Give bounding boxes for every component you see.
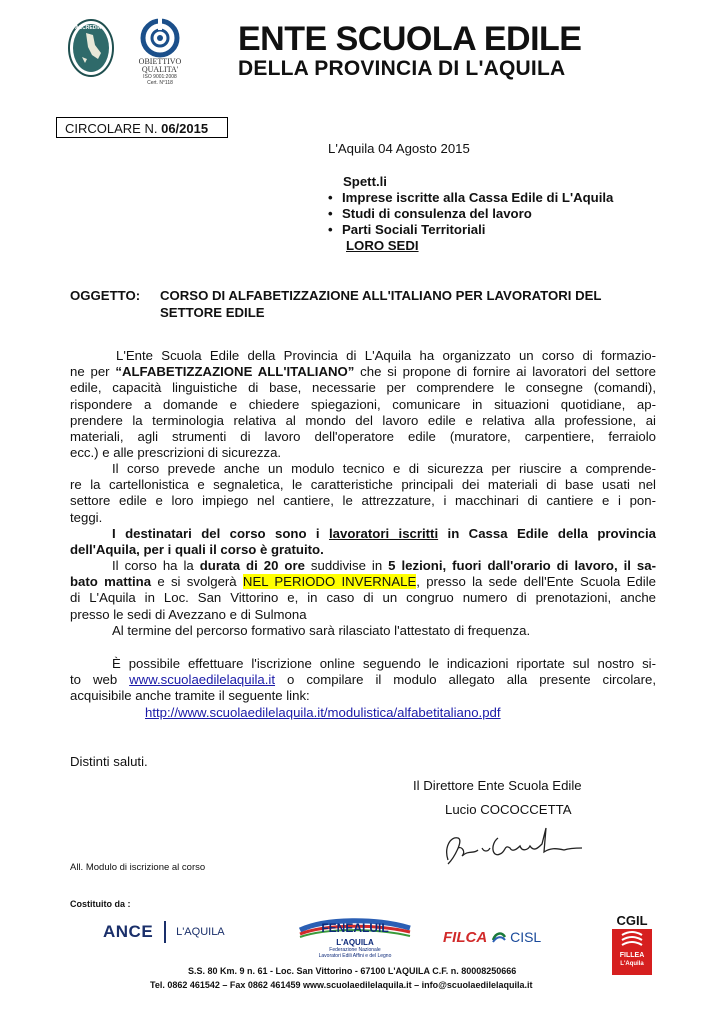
- text-line: materiali, agli strumenti di lavoro dell'operatore edile (muratore, carpentiere, ferraiolo: [70, 429, 656, 445]
- body-paragraph-1: [70, 348, 656, 461]
- costituito-label: Costituito da :: [70, 899, 131, 909]
- text-line: re la cartellonistica e segnaletica, le caratteristiche principali dei materiali di base usati nel: [70, 477, 656, 493]
- qualita-line2: QUALITA': [141, 65, 179, 74]
- text-line: to web www.scuolaedilelaquila.it o compilare il modulo allegato alla presente circolare,: [70, 672, 656, 688]
- bullet-icon: •: [328, 206, 333, 221]
- text-line: prendere la terminologia relativa al mondo del lavoro edile e relativa alla professione, ai: [70, 412, 656, 428]
- text-line: bato mattina e si svolgerà NEL PERIODO INVERNALE, presso la sede dell'Ente Scuola Edile: [70, 574, 656, 590]
- body-paragraph-2: [70, 461, 656, 526]
- greeting: Distinti saluti.: [70, 754, 148, 769]
- highlight: NEL PERIODO INVERNALE: [242, 574, 417, 590]
- qualita-line1: OBIETTIVO: [138, 57, 182, 66]
- text-line: Il corso ha la durata di 20 ore suddivise in 5 lezioni, fuori dall'orario di lavoro, il sa-: [112, 558, 656, 573]
- signer-name: Lucio COCOCCETTA: [445, 802, 572, 817]
- recipients-heading: Spett.li: [343, 174, 387, 189]
- signature: [440, 818, 590, 870]
- footer-address: S.S. 80 Km. 9 n. 61 - Loc. San Vittorino - 67100 L'AQUILA C.F. n. 80008250666: [188, 966, 517, 976]
- cgil-fillea-logo: CGIL FILLEA L'Aquila: [612, 914, 652, 976]
- text-line: di L'Aquila in Loc. San Vittorino e, in caso di un congruo numero di prenotazioni, anche: [70, 590, 656, 606]
- oggetto-label: OGGETTO:: [70, 288, 141, 303]
- text-line: ne per “ALFABETIZZAZIONE ALL'ITALIANO” che si propone di fornire ai lavoratori del settore: [70, 364, 656, 380]
- oggetto-line2: SETTORE EDILE: [160, 305, 265, 320]
- text-line: edile, capacità linguistiche di base, necessarie per comprendere le consegne (comandi),: [70, 380, 656, 396]
- circolare-box: [56, 117, 228, 138]
- text-line: dell'Aquila, per i quali il corso è gratuito.: [70, 542, 324, 558]
- text-line: È possibile effettuare l'iscrizione online seguendo le indicazioni riportate sul nostro si-: [112, 656, 656, 671]
- text-line: settore edile e loro impiego nel cantiere, le attrezzature, i macchinari di cantiere e i pon-: [70, 493, 656, 509]
- body-paragraph-4: [70, 558, 656, 623]
- accredia-logo-text: ACCREDIA: [75, 25, 102, 31]
- oggetto-line1: CORSO DI ALFABETIZZAZIONE ALL'ITALIANO PER LAVORATORI DEL: [160, 288, 602, 303]
- recipient-item: • Studi di consulenza del lavoro: [328, 206, 532, 221]
- body-paragraph-3: [70, 526, 656, 558]
- filca-cisl-logo: FILCA CISL: [443, 929, 542, 946]
- modulo-link[interactable]: http://www.scuolaedilelaquila.it/modulistica/alfabetitaliano.pdf: [145, 705, 501, 720]
- attachment-note: All. Modulo di iscrizione al corso: [70, 862, 206, 873]
- obiettivo-qualita-logo: [130, 18, 190, 96]
- text-line: presso le sedi di Avezzano e di Sulmona: [70, 606, 307, 622]
- bullet-icon: •: [328, 190, 333, 205]
- recipient-item: • Parti Sociali Territoriali: [328, 222, 486, 237]
- text-line: Il corso prevede anche un modulo tecnico e di sicurezza per riuscire a comprende-: [112, 461, 656, 476]
- signer-title: Il Direttore Ente Scuola Edile: [413, 778, 582, 793]
- text-line: teggi.: [70, 509, 103, 525]
- footer-contacts: Tel. 0862 461542 – Fax 0862 461459 www.scuolaedilelaquila.it – info@scuolaedilelaquila.it: [150, 980, 533, 990]
- ance-logo: ANCE L'AQUILA: [103, 922, 225, 941]
- institution-title: ENTE SCUOLA EDILE: [238, 20, 582, 58]
- body-paragraph-6: [70, 656, 656, 705]
- circolare-number: 06/2015: [161, 121, 209, 136]
- date-line: L'Aquila 04 Agosto 2015: [328, 141, 470, 156]
- recipient-item: • Imprese iscritte alla Cassa Edile di L'Aquila: [328, 190, 614, 205]
- website-link[interactable]: www.scuolaedilelaquila.it: [129, 672, 276, 688]
- recipients-closing: LORO SEDI: [346, 238, 419, 253]
- body-paragraph-5: Al termine del percorso formativo sarà rilasciato l'attestato di frequenza.: [112, 623, 531, 638]
- text-line: acquisibile anche tramite il seguente link:: [70, 688, 310, 704]
- fenealuil-logo: FENEALUIL L'AQUILA Federazione Nazionale Lavoratori Edili Affini e del Legno: [296, 916, 414, 966]
- text-line: L'Ente Scuola Edile della Provincia di L'Aquila ha organizzato un corso di formazio-: [116, 348, 656, 363]
- qualita-iso: ISO 9001:2008: [143, 74, 177, 80]
- text-line: rispondere a domande e chiedere spiegazioni, comunicare in situazioni quotidiane, ap-: [70, 396, 656, 412]
- bullet-icon: •: [328, 222, 333, 237]
- svg-text:FENEALUIL: FENEALUIL: [321, 921, 389, 935]
- text-line: ecc.) e alle prescrizioni di sicurezza.: [70, 445, 282, 461]
- text-line: I destinatari del corso sono i lavoratori iscritti in Cassa Edile della provincia: [112, 526, 656, 541]
- institution-subtitle: DELLA PROVINCIA DI L'AQUILA: [238, 57, 566, 80]
- qualita-cert: Cert. N°118: [147, 80, 173, 86]
- circolare-label: CIRCOLARE N.: [65, 121, 158, 136]
